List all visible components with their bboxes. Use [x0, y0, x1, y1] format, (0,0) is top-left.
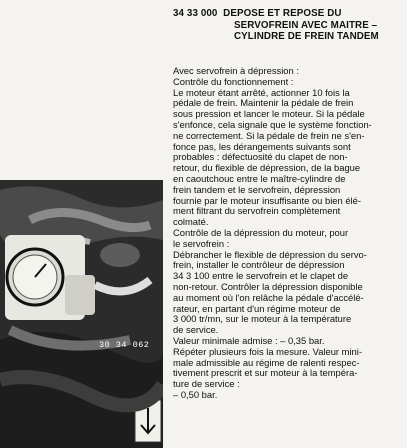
body-line: frein, installer le contrôleur de dépression: [173, 259, 345, 271]
body-line: – 0,50 bar.: [173, 388, 218, 400]
body-line: non-retour. Contrôler la dépression disponible: [173, 280, 363, 292]
body-line: pédale de frein. Maintenir la pédale de frein: [173, 97, 354, 109]
body-line: probables : défectuosité du clapet de non-: [173, 151, 348, 163]
procedure-number: 34 33 000: [173, 8, 218, 19]
body-line: en caoutchouc entre le maître-cylindre de: [173, 172, 346, 184]
procedure-title-line-1: [173, 8, 405, 20]
procedure-title-line-2: SERVOFREIN AVEC MAITRE –: [234, 19, 378, 31]
body-line: Répéter plusieurs fois la mesure. Valeur mini-: [173, 345, 362, 357]
body-line: de service.: [173, 324, 219, 336]
body-line: Contrôle de la dépression du moteur, pour: [173, 226, 349, 238]
body-line: Contrôle du fonctionnement :: [173, 75, 294, 87]
body-line: le servofrein :: [173, 237, 230, 249]
body-line: Le moteur étant arrêté, actionner 10 fois la: [173, 86, 350, 98]
body-line: 34 3 100 entre le servofrein et le clapet de: [173, 270, 349, 282]
body-line: ment filtrant du servofrein complètement: [173, 205, 341, 217]
body-line: s'enfonce, cela signale que le système fonction-: [173, 118, 372, 130]
body-line: Valeur minimale admise : – 0,35 bar.: [173, 334, 325, 346]
procedure-body-text: [173, 66, 405, 401]
body-line: Avec servofrein à dépression :: [173, 65, 299, 76]
body-line: au moment où l'on relâche la pédale d'accélé-: [173, 291, 364, 303]
body-line: colmaté.: [173, 216, 209, 228]
body-line: sous pression et lancer le moteur. Si la pédale: [173, 108, 365, 120]
body-line: male admissible au régime de ralenti respec-: [173, 356, 360, 368]
body-line: ture de service :: [173, 378, 240, 390]
body-line: fonce pas, les dérangements suivants sont: [173, 140, 351, 152]
procedure-heading: [173, 8, 405, 43]
procedure-title-part-1: DEPOSE ET REPOSE DU: [223, 8, 342, 19]
servo-brake-photo: [0, 180, 163, 448]
body-line: rateur, en partant d'un régime moteur de: [173, 302, 341, 314]
body-line: frein tandem et le servofrein, dépression: [173, 183, 341, 195]
body-line: tivement prescrit et sur moteur à la tempéra-: [173, 367, 358, 379]
body-line: fournie par le moteur insuffisante ou bien élé-: [173, 194, 361, 206]
body-line: ne correctement. Si la pédale de frein ne s'en-: [173, 129, 365, 141]
photo-reference-number: 30 34 062: [99, 340, 150, 350]
body-line: Débrancher le flexible de dépression du servo-: [173, 248, 367, 260]
body-line: retour, du flexible de dépression, de la bague: [173, 162, 361, 174]
procedure-title-line-3: CYLINDRE DE FREIN TANDEM: [234, 31, 379, 42]
body-line: 3 000 tr/mn, sur le moteur à la température: [173, 313, 352, 325]
engine-bay-illustration: [0, 180, 163, 448]
